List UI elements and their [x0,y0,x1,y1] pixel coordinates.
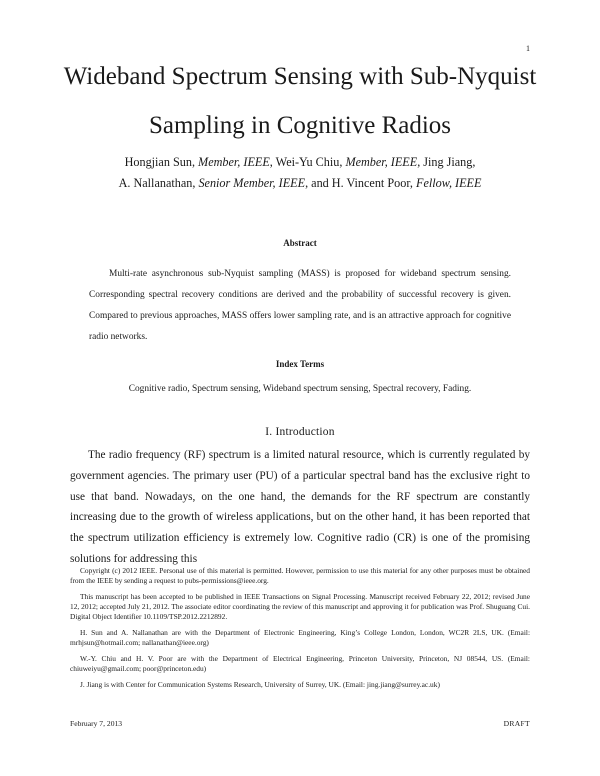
author-role: Senior Member, IEEE [198,176,306,190]
author-role: Member, IEEE [345,155,418,169]
section-heading: I. Introduction [265,426,335,438]
author-name: Hongjian Sun, [124,155,199,169]
author-line-1 [0,156,600,168]
footnotes [70,566,530,696]
footnote-copyright: Copyright (c) 2012 IEEE. Personal use of this material is permitted. However, permission to use this material for any other purposes must be obtained from the IEEE by sending a request to pubs-permissions@ieee.org. [70,566,530,586]
paper-title-line-1: Wideband Spectrum Sensing with Sub-Nyquist [63,63,537,90]
intro-paragraph: The radio frequency (RF) spectrum is a limited natural resource, which is currently regulated by government agencies. The primary user (PU) of a particular spectral band has the exclusive right to use that band. Nowadays, on the one hand, the demands for the RF spectrum are constantly increasing due to the growth of wireless applications, but on the other hand, it has been reported that the spectrum utilization efficiency is extremely low. Cognitive radio (CR) is one of the promising solutions for addressing this [70,449,530,565]
author-name: , Wei-Yu Chiu, [269,155,346,169]
intro-body [70,445,530,570]
index-terms-heading: Index Terms [275,359,325,369]
author-role: Fellow, IEEE [416,176,482,190]
author-line-2 [0,177,600,189]
footnote-affiliation-surrey: J. Jiang is with Center for Communication Systems Research, University of Surrey, UK. (Email: jing.jiang@surrey.ac.uk) [80,679,440,689]
footnote-affiliation-princeton: W.-Y. Chiu and H. V. Poor are with the Department of Electrical Engineering, Princeton University, Princeton, NJ 08544, US. (Email: chiuweiyu@gmail.com; poor@princeton.edu) [70,653,530,674]
author-role: Member, IEEE [198,155,270,169]
abstract-text: Multi-rate asynchronous sub-Nyquist sampling (MASS) is proposed for wideband spectrum sensing. Corresponding spectral recovery conditions are derived and the probability of successful recovery is given. Compared to previous approaches, MASS offers lower sampling rate, and is an attractive approach for cognitive radio networks. [89,269,511,342]
footnote-affiliation-kcl: H. Sun and A. Nallanathan are with the Department of Electronic Engineering, King’s College London, London, WC2R 2LS, UK. (Email: mrhjsun@hotmail.com; nallanathan@ieee.org) [70,628,530,648]
index-terms-text: Cognitive radio, Spectrum sensing, Wideband spectrum sensing, Spectral recovery, Fading. [128,384,472,394]
footnote-manuscript: This manuscript has been accepted to be published in IEEE Transactions on Signal Processing. Manuscript received February 22, 2012; revised June 12, 2012; accepted July 21, 2012. The associate editor coordinating the review of this manuscript and approving it for publication was Prof. Shuguang Cui. Digital Object Identifier 10.1109/TSP.2012.2212892. [70,591,530,622]
footer-date: February 7, 2013 [70,719,123,728]
abstract-heading: Abstract [283,238,317,248]
author-name: , Jing Jiang, [417,155,476,169]
paper-title-line-2: Sampling in Cognitive Radios [148,112,452,139]
author-name: A. Nallanathan, [118,176,199,190]
footer-draft: DRAFT [503,719,530,728]
author-name: , and H. Vincent Poor, [305,176,416,190]
page-number: 1 [526,44,530,53]
